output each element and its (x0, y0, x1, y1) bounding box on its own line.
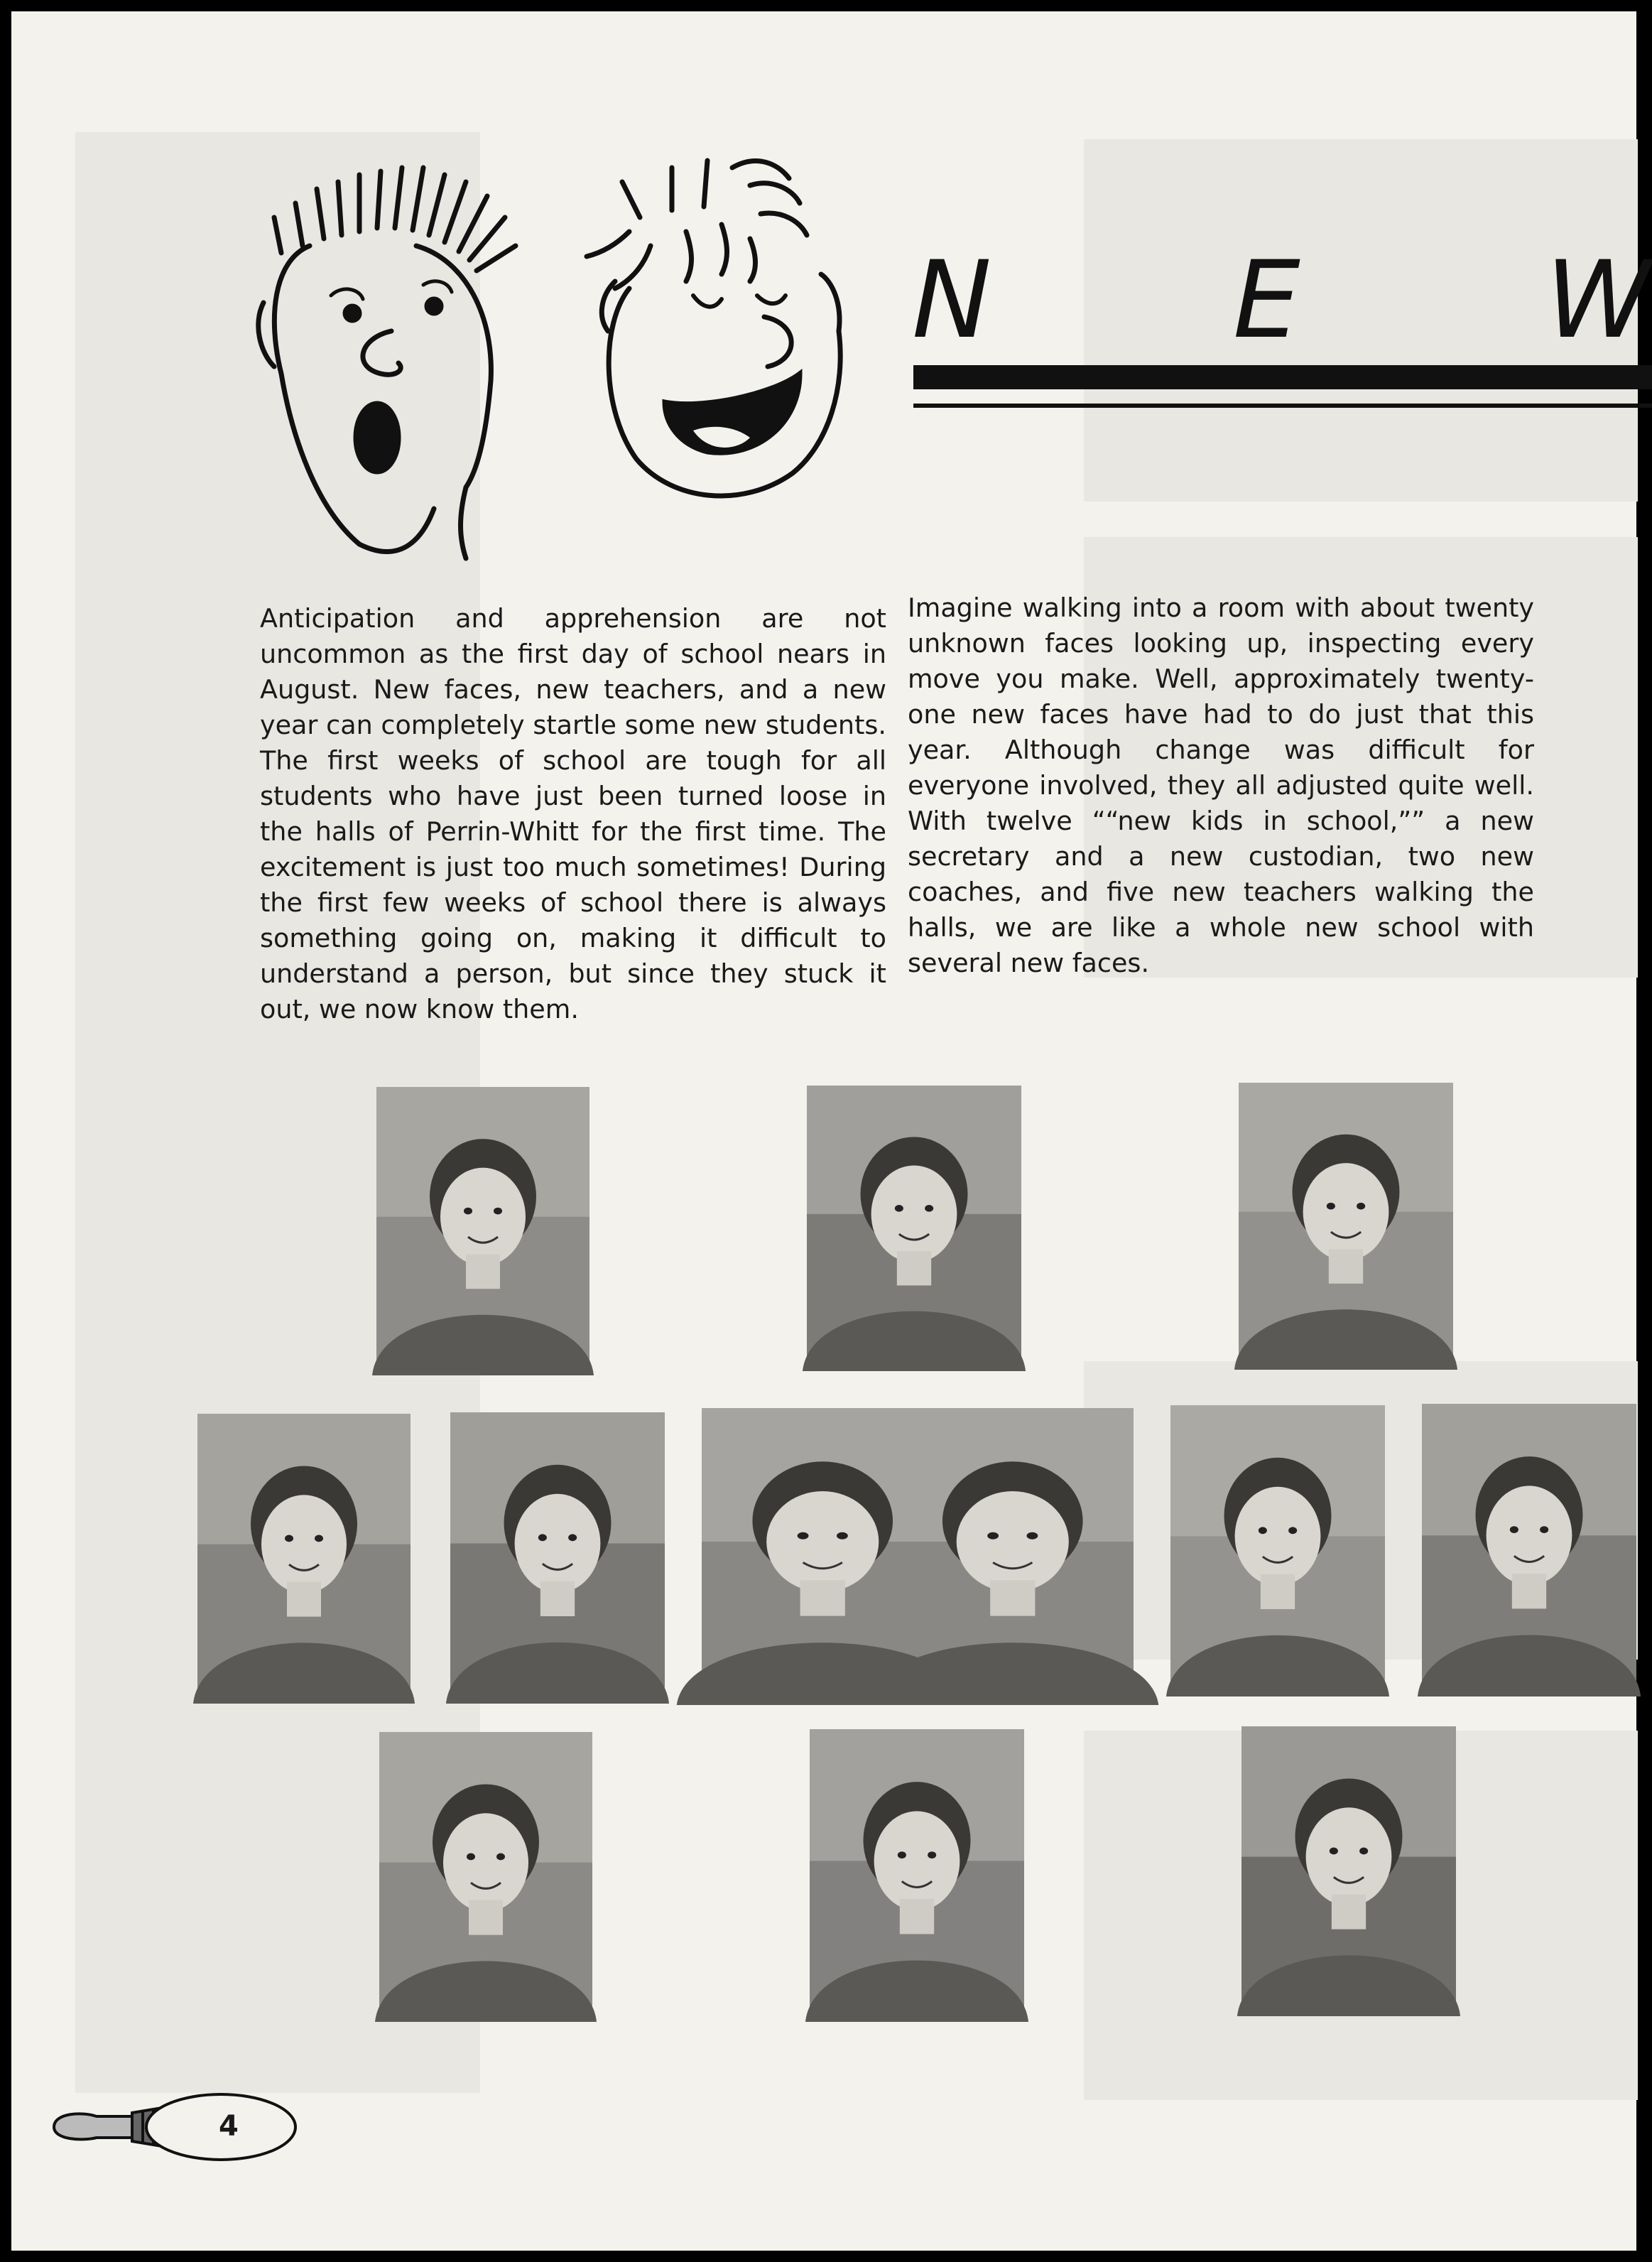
photo-two-boys (702, 1408, 1134, 1705)
photo-girl-dark-hair (807, 1086, 1021, 1371)
yearbook-page (11, 11, 1651, 2251)
page-number: 4 (219, 2110, 239, 2143)
title-letter-n: N (912, 239, 992, 362)
title-letter-e: E (1233, 239, 1300, 362)
brush-tip-icon (40, 2084, 295, 2163)
photo-boy-plaid-shirt (1422, 1404, 1636, 1696)
body-text-column-left: Anticipation and apprehension are not uncommon as the first day of school nears in August. New faces, new teachers, and a new year can completely startle some new students. The first weeks of school are tough for all students who have just been turned loose in the halls of Perrin-Whitt for the first time. The excitement is just too much sometimes! During the first few weeks of school there is always something going on, making it difficult to understand a person, but since they stuck it out, we now know them. (260, 603, 886, 1024)
title-rule-thick (913, 365, 1652, 389)
photo-boy-white-shirt (379, 1732, 592, 2022)
photo-woman-dark-hair (1241, 1726, 1456, 2016)
photo-girl-smiling (197, 1414, 411, 1704)
surprised-face-icon (259, 168, 516, 558)
photo-girl-long-hair (810, 1729, 1024, 2022)
photo-girl-blonde (1170, 1405, 1385, 1696)
laughing-face-icon (587, 161, 840, 496)
photo-boy-light-shirt (450, 1412, 665, 1704)
body-text-column-right: Imagine walking into a room with about twenty unknown faces looking up, inspecting every move you make. Well, approximately twenty-one new faces have had to do just that this year. Although change was difficult for everyone involved, they all adjusted quite well. With twelve ““new kids in school,”” a new secretary and a new custodian, two new coaches, and five new teachers walking the halls, we are like a whole new school with several new faces. (908, 592, 1534, 978)
photo-girl-striped-shirt (376, 1087, 589, 1375)
title-letter-w: W (1545, 239, 1651, 362)
title-rule-thin (913, 404, 1652, 408)
photo-boy-glasses (1239, 1083, 1453, 1370)
cartoon-faces-illustration (253, 139, 892, 580)
